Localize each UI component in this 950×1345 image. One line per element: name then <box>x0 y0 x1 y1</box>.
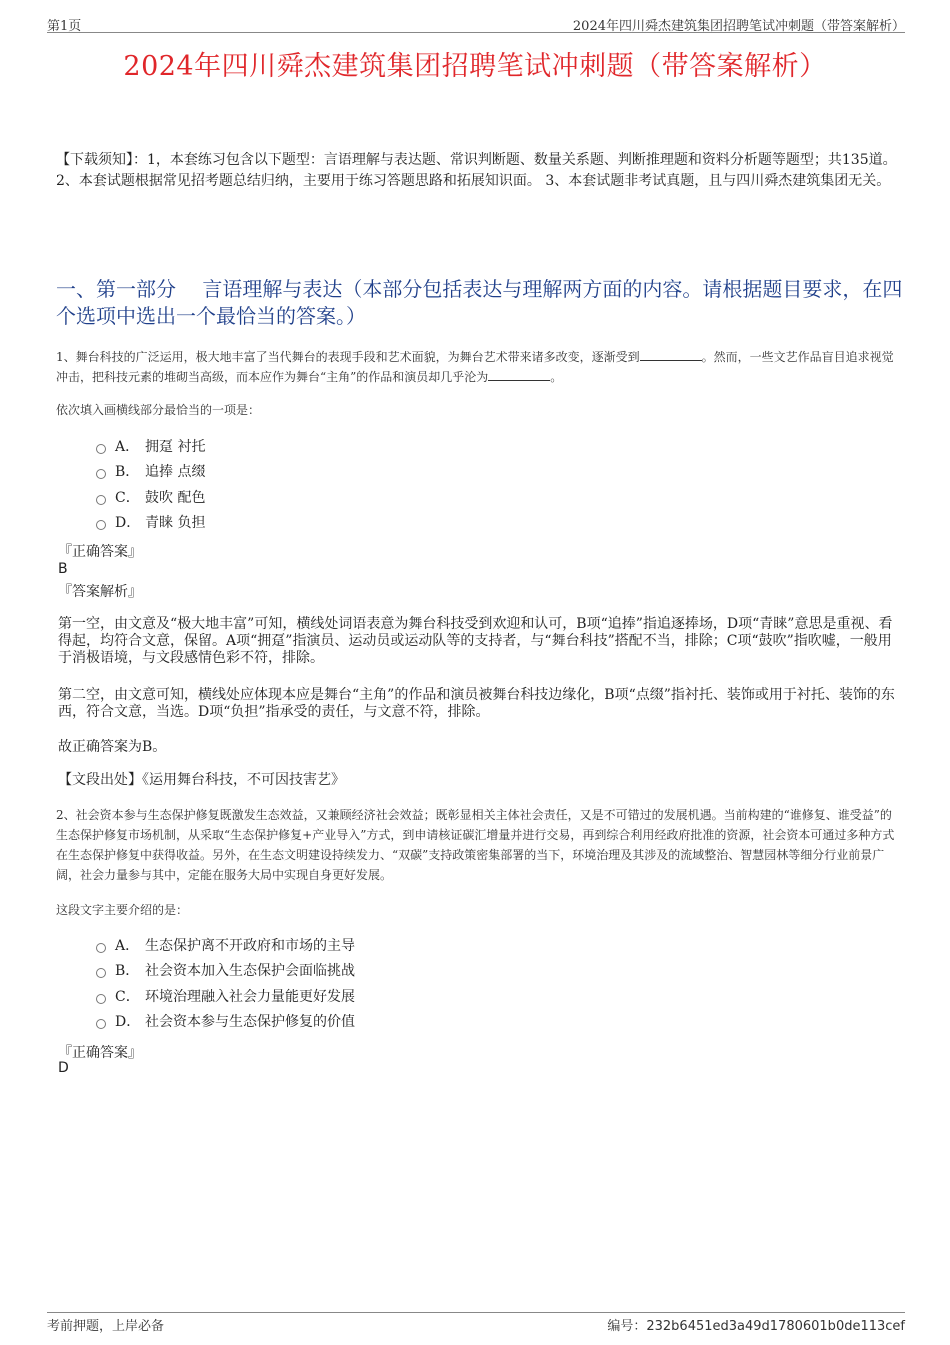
option-letter: C． <box>115 489 140 506</box>
page-footer <box>47 1312 905 1334</box>
option-text: 生态保护离不开政府和市场的主导 <box>145 937 355 954</box>
radio-icon[interactable] <box>96 444 106 454</box>
radio-icon[interactable] <box>96 469 106 479</box>
question-2-prompt: 这段文字主要介绍的是： <box>56 903 189 917</box>
page-number: 第1页 <box>47 19 82 34</box>
question-2-option-d[interactable] <box>96 1009 355 1035</box>
question-2-option-c[interactable] <box>96 983 355 1009</box>
radio-icon[interactable] <box>96 520 106 530</box>
radio-icon[interactable] <box>96 495 106 505</box>
footer-code <box>607 1315 905 1334</box>
download-notice: 【下载须知】：1，本套练习包含以下题型：言语理解与表达题、常识判断题、数量关系题、判断推理题和资料分析题等题型；共135道。 2、本套试题根据常见招考题总结归纳，主要用于练习答题思路和拓展知识面。 3、本套试题非考试真题，且与四川舜杰建筑集团无关。 <box>56 152 897 189</box>
footer-code-value: 232b6451ed3a49d1780601b0de113cef <box>646 1319 905 1334</box>
fill-blank <box>488 368 550 381</box>
option-letter: A． <box>115 438 140 455</box>
option-letter: C． <box>115 988 140 1005</box>
header-doc-title: 2024年四川舜杰建筑集团招聘笔试冲刺题（带答案解析） <box>572 19 905 34</box>
question-1-option-b[interactable] <box>96 459 205 485</box>
question-1-analysis-label: 『答案解析』 <box>58 584 142 600</box>
question-1-source: 【文段出处】《运用舞台科技，不可因技害艺》 <box>58 772 345 788</box>
option-letter: D． <box>115 515 141 532</box>
question-1-text-part3: 。 <box>550 370 563 384</box>
question-2-answer: D <box>58 1060 69 1076</box>
radio-icon[interactable] <box>96 1019 106 1029</box>
option-text: 拥趸 衬托 <box>145 438 206 455</box>
option-letter: B． <box>115 963 140 980</box>
question-1-analysis-para-1: 第一空，由文意及“极大地丰富”可知，横线处词语表意为舞台科技受到欢迎和认可，B项“追捧”指追逐捧场，D项“青睐”意思是重视、看得起，均符合文意，保留。A项“拥趸”指演员、运动员或运动队等的支持者，与“舞台科技”搭配不当，排除；C项“鼓吹”指吹嘘，一般用于消极语境，与文段感情色彩不符，排除。 <box>58 616 893 666</box>
question-2-option-a[interactable] <box>96 932 355 958</box>
option-letter: A． <box>115 937 140 954</box>
radio-icon[interactable] <box>96 994 106 1004</box>
option-text: 环境治理融入社会力量能更好发展 <box>145 988 355 1005</box>
question-1-text-part2: 。然而，一些文艺作品盲目追求视觉冲击，把科技元素的堆砌当高级，而本应作为舞台“主角”的作品和演员却几乎沦为 <box>56 350 894 384</box>
question-2-option-b[interactable] <box>96 958 355 984</box>
question-2-answer-label: 『正确答案』 <box>58 1045 142 1061</box>
question-1-option-c[interactable] <box>96 484 205 510</box>
question-1-options <box>96 433 205 535</box>
option-text: 青睐 负担 <box>145 515 206 532</box>
option-text: 社会资本参与生态保护修复的价值 <box>145 1014 355 1031</box>
option-letter: B． <box>115 464 140 481</box>
question-1-answer: B <box>58 561 68 577</box>
question-1-analysis-conclusion: 故正确答案为B。 <box>58 739 167 755</box>
section-title: 一、第一部分 言语理解与表达（本部分包括表达与理解两方面的内容。请根据题目要求，在四个选项中选出一个最恰当的答案。） <box>56 277 903 328</box>
question-1-option-d[interactable] <box>96 510 205 536</box>
question-1-analysis-para-2: 第二空，由文意可知，横线处应体现本应是舞台“主角”的作品和演员被舞台科技边缘化，B项“点缀”指衬托、装饰或用于衬托、装饰的东西，符合文意，当选。D项“负担”指承受的责任，与文意不符，排除。 <box>58 687 895 720</box>
page-header <box>47 14 905 33</box>
question-1-option-a[interactable] <box>96 433 205 459</box>
question-1-text-part1: 1、舞台科技的广泛运用，极大地丰富了当代舞台的表现手段和艺术面貌，为舞台艺术带来诸多改变，逐渐受到 <box>56 350 640 364</box>
fill-blank <box>640 348 702 361</box>
radio-icon[interactable] <box>96 968 106 978</box>
footer-slogan: 考前押题，上岸必备 <box>47 1319 165 1334</box>
question-1-prompt: 依次填入画横线部分最恰当的一项是： <box>56 403 261 417</box>
option-text: 社会资本加入生态保护会面临挑战 <box>145 963 355 980</box>
radio-icon[interactable] <box>96 943 106 953</box>
question-1-text <box>56 347 902 387</box>
footer-code-label: 编号： <box>607 1319 647 1334</box>
question-1-answer-label: 『正确答案』 <box>58 544 142 560</box>
document-title: 2024年四川舜杰建筑集团招聘笔试冲刺题（带答案解析） <box>123 51 827 82</box>
question-2-options <box>96 932 355 1034</box>
option-letter: D． <box>115 1014 141 1031</box>
option-text: 鼓吹 配色 <box>145 489 206 506</box>
option-text: 追捧 点缀 <box>145 464 206 481</box>
question-2-text: 2、社会资本参与生态保护修复既激发生态效益，又兼顾经济社会效益；既彰显相关主体社会责任，又是不可错过的发展机遇。当前构建的“谁修复、谁受益”的生态保护修复市场机制，从采取“生态保护修复+产业导入”方式，到申请核证碳汇增量并进行交易，再到综合利用经政府批准的资源，社会资本可通过多种方式在生态保护修复中获得收益。另外，在生态文明建设持续发力、“双碳”支持政策密集部署的当下，环境治理及其涉及的流域整治、智慧园林等细分行业前景广阔，社会力量参与其中，定能在服务大局中实现自身更好发展。 <box>56 808 895 882</box>
